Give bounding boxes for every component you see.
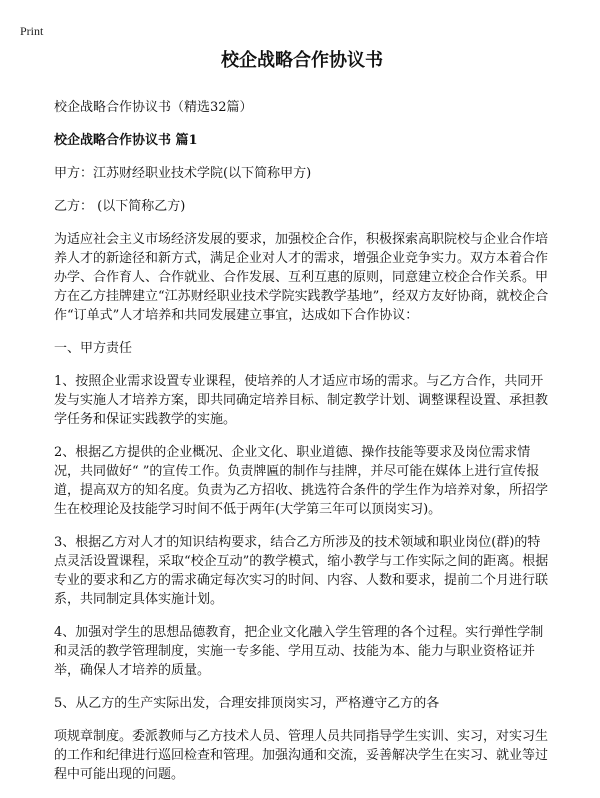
document-title: 校企战略合作协议书 (221, 50, 383, 71)
clause-5-continued: 项规章制度。委派教师与乙方技术人员、管理人员共同指导学生实训、实习，对实习生的工作和纪律进行巡回检查和管理。加强沟通和交流，妥善解决学生在实习、就业等过程中可能出现的问题。 (54, 729, 549, 782)
party-a-line: 甲方：江苏财经职业技术学院(以下简称甲方) (54, 166, 312, 181)
intro-paragraph: 为适应社会主义市场经济发展的要求，加强校企合作，积极探索高职院校与企业合作培养人才的新途径和新方式，满足企业对人才的需求，增强企业竞争实力。双方本着合作办学、合作育人、合作就业、合作发展、互利互惠的原则，同意建立校企合作关系。甲方在乙方挂牌建立“江苏财经职业技术学院实践教学基地”，经双方友好协商，就校企合作“订单式”人才培养和共同发展建立事宜，达成如下合作协议： (54, 232, 549, 323)
document-subtitle: 校企战略合作协议书（精选32篇） (54, 100, 253, 115)
section-a-heading: 一、甲方责任 (54, 341, 133, 356)
section-heading: 校企战略合作协议书 篇1 (54, 133, 198, 148)
clause-2: 2、根据乙方提供的企业概况、企业文化、职业道德、操作技能等要求及岗位需求情况，共同做好“ ”的宣传工作。负责牌匾的制作与挂牌，并尽可能在媒体上进行宣传报道，提高双方的知名度。负责为乙方招收、挑选符合条件的学生作为培养对象，所招学生在校理论及技能学习时间不低于两年(大学第三年可以顶岗实习)。 (54, 445, 549, 517)
clause-3: 3、根据乙方对人才的知识结构要求，结合乙方所涉及的技术领域和职业岗位(群)的特点灵活设置课程，采取“校企互动”的教学模式，缩小教学与工作实际之间的距离。根据专业的要求和乙方的需求确定每次实习的时间、内容、人数和要求，提前二个月进行联系，共同制定具体实施计划。 (54, 535, 549, 607)
clause-4: 4、加强对学生的思想品德教育，把企业文化融入学生管理的各个过程。实行弹性学制和灵活的教学管理制度，实施一专多能、学用互动、技能为本、能力与职业资格证并举，确保人才培养的质量。 (54, 625, 544, 678)
party-b-line: 乙方： (以下简称乙方) (54, 199, 186, 214)
print-link[interactable]: Print (20, 24, 44, 38)
document-body (54, 48, 550, 798)
clause-5: 5、从乙方的生产实际出发，合理安排顶岗实习，严格遵守乙方的各 (54, 696, 440, 711)
clause-1: 1、按照企业需求设置专业课程，使培养的人才适应市场的需求。与乙方合作，共同开发与实施人才培养方案，即共同确定培养目标、制定教学计划、调整课程设置、承担教学任务和保证实践教学的实施。 (54, 374, 549, 427)
